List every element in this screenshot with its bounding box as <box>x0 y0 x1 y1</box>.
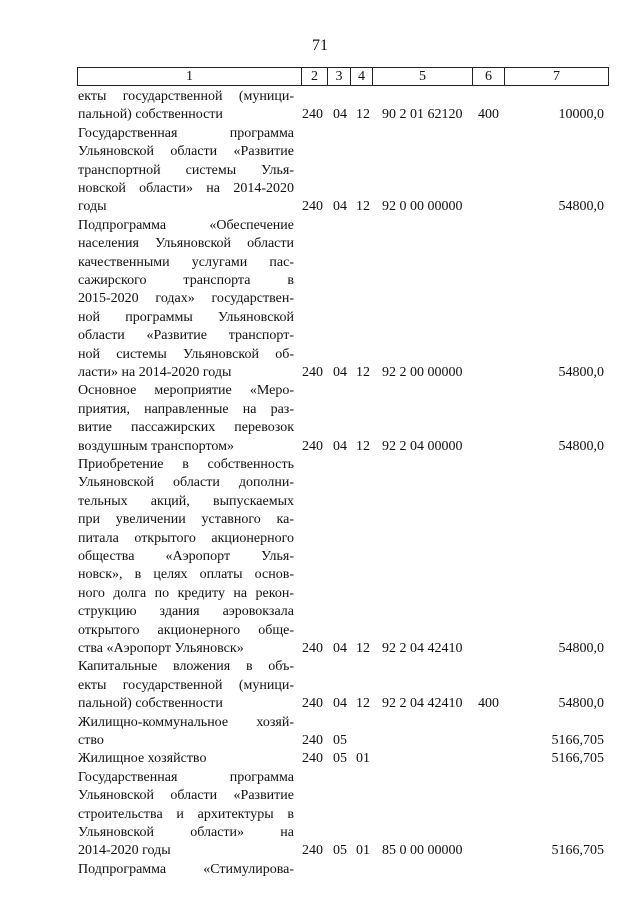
row-description <box>78 456 294 658</box>
table-row <box>0 217 640 383</box>
description-line: Ульяновской области дополни- <box>78 475 294 491</box>
target-article-code: 92 0 00 00000 <box>382 199 463 215</box>
page-number: 71 <box>312 37 328 54</box>
header-col-1: 1 <box>78 68 302 85</box>
section-code: 04 <box>333 641 347 656</box>
section-code: 04 <box>333 107 347 123</box>
row-codes <box>0 750 640 768</box>
amount: 54800,0 <box>558 696 604 712</box>
amount: 54800,0 <box>558 365 604 380</box>
description-line: качественными услугами пас- <box>78 254 294 270</box>
header-col-6: 6 <box>473 68 505 85</box>
description-line: ной системы Ульяновской об- <box>78 346 294 362</box>
description-line: ного долга по кредиту на рекон- <box>78 585 294 601</box>
subsection-code: 12 <box>356 199 370 215</box>
description-line: 2014-2020 годы <box>78 843 171 859</box>
ministry-code: 240 <box>302 641 323 656</box>
target-article-code: 85 0 00 00000 <box>382 843 463 859</box>
row-codes <box>0 861 640 879</box>
description-line: тельных акций, выпускаемых <box>78 493 294 509</box>
subsection-code: 01 <box>356 751 370 767</box>
amount: 5166,705 <box>551 733 604 748</box>
table-row <box>0 658 640 713</box>
description-line: новской области» на 2014-2020 <box>78 181 294 197</box>
description-line: питала открытого акционерного <box>78 530 294 546</box>
description-line: ласти» на 2014-2020 годы <box>78 365 232 381</box>
target-article-code: 92 2 00 00000 <box>382 365 463 380</box>
subsection-code: 12 <box>356 107 370 123</box>
target-article-code: 92 2 04 00000 <box>382 438 463 454</box>
description-line: населения Ульяновской области <box>78 236 294 252</box>
description-line: Приобретение в собственность <box>78 457 294 472</box>
amount: 54800,0 <box>558 199 604 215</box>
table-row <box>0 88 640 125</box>
description-line: новск», в целях оплаты основ- <box>78 567 294 583</box>
row-codes <box>0 640 640 658</box>
description-line: 2015-2020 годах» государствен- <box>78 291 294 307</box>
expense-type-code: 400 <box>478 696 499 712</box>
table-row <box>0 750 640 768</box>
subsection-code: 12 <box>356 696 370 712</box>
description-line: Жилищное хозяйство <box>78 751 207 767</box>
description-line: строительства и архитектуры в <box>78 806 294 822</box>
section-code: 04 <box>333 438 347 454</box>
description-line: общества «Аэропорт Улья- <box>78 549 294 565</box>
row-codes <box>0 438 640 456</box>
description-line: воздушным транспортом» <box>78 438 234 454</box>
table-row <box>0 769 640 861</box>
target-article-code: 92 2 04 42410 <box>382 696 463 712</box>
header-col-3: 3 <box>328 68 351 85</box>
description-line: при увеличении уставного ка- <box>78 512 294 528</box>
subsection-code: 12 <box>356 365 370 380</box>
description-line: Ульяновской области» на <box>78 825 294 841</box>
subsection-code: 12 <box>356 438 370 454</box>
target-article-code: 92 2 04 42410 <box>382 641 463 656</box>
row-codes <box>0 842 640 860</box>
header-col-5: 5 <box>373 68 473 85</box>
description-line: Жилищно-коммунальное хозяй- <box>78 714 294 730</box>
row-codes <box>0 695 640 713</box>
ministry-code: 240 <box>302 438 323 454</box>
row-codes <box>0 364 640 382</box>
table-header <box>77 67 609 86</box>
description-line: Государственная программа <box>78 125 294 141</box>
ministry-code: 240 <box>302 733 323 748</box>
section-code: 05 <box>333 843 347 859</box>
description-line: ства «Аэропорт Ульяновск» <box>78 641 244 657</box>
description-line: Подпрограмма «Стимулирова- <box>78 861 294 877</box>
header-col-4: 4 <box>351 68 373 85</box>
header-col-7: 7 <box>553 69 560 84</box>
subsection-code: 01 <box>356 843 370 859</box>
table-row <box>0 456 640 658</box>
description-line: Капитальные вложения в объ- <box>78 659 294 675</box>
description-line: транспортной системы Улья- <box>78 162 294 178</box>
description-line: годы <box>78 199 107 215</box>
description-line: Ульяновской области «Развитие <box>78 788 294 804</box>
description-line: Ульяновской области «Развитие <box>78 144 294 160</box>
amount: 5166,705 <box>551 751 604 767</box>
ministry-code: 240 <box>302 199 323 215</box>
description-line: открытого акционерного обще- <box>78 622 294 638</box>
target-article-code: 90 2 01 62120 <box>382 107 463 123</box>
amount: 10000,0 <box>558 107 604 123</box>
ministry-code: 240 <box>302 365 323 380</box>
header-col-2: 2 <box>302 68 328 85</box>
description-line: пальной) собственности <box>78 696 223 712</box>
ministry-code: 240 <box>302 751 323 767</box>
description-line: екты государственной (муници- <box>78 677 294 693</box>
row-codes <box>0 106 640 124</box>
table-row <box>0 714 640 751</box>
expense-type-code: 400 <box>478 107 499 123</box>
description-line: ной программы Ульяновской <box>78 309 294 325</box>
ministry-code: 240 <box>302 843 323 859</box>
description-line: сажирского транспорта в <box>78 273 294 289</box>
section-code: 05 <box>333 751 347 767</box>
description-line: екты государственной (муници- <box>78 89 294 104</box>
description-line: Государственная программа <box>78 769 294 785</box>
row-codes <box>0 732 640 750</box>
ministry-code: 240 <box>302 107 323 123</box>
amount: 54800,0 <box>558 438 604 454</box>
subsection-code: 12 <box>356 641 370 656</box>
description-line: ство <box>78 733 104 748</box>
table-row <box>0 861 640 879</box>
description-line: приятия, направленные на раз- <box>78 401 294 417</box>
description-line: Подпрограмма «Обеспечение <box>78 217 294 233</box>
table-row <box>0 125 640 217</box>
table-row <box>0 382 640 456</box>
section-code: 04 <box>333 365 347 380</box>
section-code: 04 <box>333 696 347 712</box>
row-codes <box>0 198 640 216</box>
description-line: области «Развитие транспорт- <box>78 328 294 344</box>
amount: 54800,0 <box>558 641 604 656</box>
row-description <box>78 217 294 383</box>
description-line: пальной) собственности <box>78 107 223 123</box>
ministry-code: 240 <box>302 696 323 712</box>
amount: 5166,705 <box>551 843 604 859</box>
section-code: 04 <box>333 199 347 215</box>
description-line: Основное мероприятие «Меро- <box>78 383 294 399</box>
section-code: 05 <box>333 733 347 748</box>
description-line: витие пассажирских перевозок <box>78 420 294 436</box>
description-line: струкцию здания аэровокзала <box>78 604 294 620</box>
